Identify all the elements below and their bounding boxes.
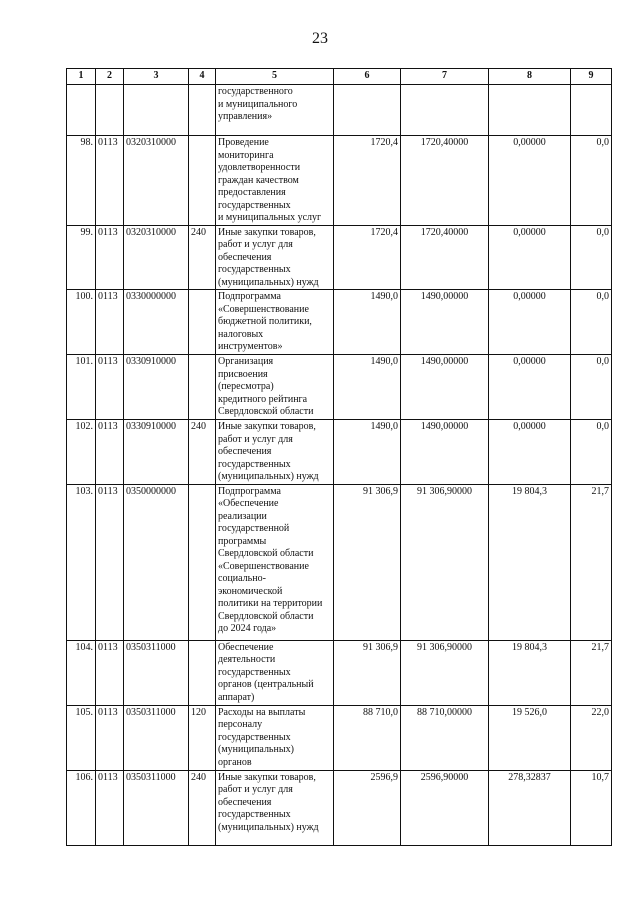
table-row bbox=[67, 420, 612, 485]
description-line: Обеспечение bbox=[218, 641, 274, 653]
executed-amount-cell: 0,00000 bbox=[489, 355, 571, 420]
description-line: инструментов» bbox=[218, 341, 283, 352]
description-line: (муниципальных) нужд bbox=[218, 471, 319, 482]
description-line: мониторинга bbox=[218, 149, 274, 161]
percent-cell: 0,0 bbox=[571, 355, 612, 420]
header-cell: 6 bbox=[334, 69, 401, 85]
target-article-cell bbox=[124, 85, 189, 136]
description-line: программы bbox=[218, 535, 267, 547]
description-line: «Обеспечение bbox=[218, 498, 279, 509]
description-line: Подпрограмма bbox=[218, 485, 281, 497]
description-cell bbox=[216, 136, 334, 226]
section-code-cell: 0113 bbox=[96, 420, 124, 485]
description-line: реализации bbox=[218, 510, 267, 522]
description-line: Иные закупки товаров, bbox=[218, 771, 316, 783]
section-code-cell: 0113 bbox=[96, 225, 124, 290]
expense-type-cell bbox=[189, 484, 216, 640]
budget-table bbox=[66, 68, 612, 846]
description-line: и муниципального bbox=[218, 98, 298, 110]
description-line: присвоения bbox=[218, 368, 268, 380]
header-cell: 1 bbox=[67, 69, 96, 85]
percent-cell: 21,7 bbox=[571, 484, 612, 640]
target-article-cell: 0330910000 bbox=[124, 355, 189, 420]
description-line: государственных bbox=[218, 199, 291, 211]
approved-amount-cell: 1490,0 bbox=[334, 420, 401, 485]
approved-amount-cell bbox=[334, 85, 401, 136]
header-cell: 3 bbox=[124, 69, 189, 85]
description-line: персоналу bbox=[218, 719, 263, 730]
description-line: органов bbox=[218, 756, 252, 768]
percent-cell: 22,0 bbox=[571, 705, 612, 770]
expense-type-cell bbox=[189, 136, 216, 226]
description-line: обеспечения bbox=[218, 796, 272, 808]
description-line: (муниципальных) нужд bbox=[218, 276, 319, 288]
description-line: Подпрограмма bbox=[218, 291, 281, 302]
approved-amount-cell: 91 306,9 bbox=[334, 640, 401, 705]
approved-amount-cell: 1720,4 bbox=[334, 136, 401, 226]
section-code-cell: 0113 bbox=[96, 290, 124, 355]
description-line: граждан качеством bbox=[218, 174, 299, 186]
description-line: Свердловской области bbox=[218, 548, 314, 559]
description-line: удовлетворенности bbox=[218, 162, 301, 173]
description-line: (муниципальных) bbox=[218, 744, 294, 755]
description-line: «Совершенствование bbox=[218, 560, 309, 572]
description-line: управления» bbox=[218, 111, 273, 122]
description-cell bbox=[216, 355, 334, 420]
header-cell: 9 bbox=[571, 69, 612, 85]
section-code-cell: 0113 bbox=[96, 705, 124, 770]
description-line: и муниципальных услуг bbox=[218, 212, 322, 223]
table-row bbox=[67, 85, 612, 136]
expense-type-cell bbox=[189, 290, 216, 355]
row-number-cell: 100. bbox=[67, 290, 96, 355]
executed-amount-cell bbox=[489, 85, 571, 136]
executed-amount-cell: 0,00000 bbox=[489, 225, 571, 290]
target-article-cell: 0350000000 bbox=[124, 484, 189, 640]
description-line: предоставления bbox=[218, 187, 286, 198]
description-line: работ и услуг для bbox=[218, 784, 293, 795]
executed-amount-cell: 0,00000 bbox=[489, 420, 571, 485]
planned-amount-cell: 1490,00000 bbox=[401, 290, 489, 355]
section-code-cell: 0113 bbox=[96, 770, 124, 845]
description-cell bbox=[216, 290, 334, 355]
row-number-cell: 103. bbox=[67, 484, 96, 640]
description-line: до 2024 года» bbox=[218, 623, 277, 634]
target-article-cell: 0320310000 bbox=[124, 136, 189, 226]
section-code-cell: 0113 bbox=[96, 136, 124, 226]
row-number-cell: 99. bbox=[67, 225, 96, 290]
row-number-cell: 101. bbox=[67, 355, 96, 420]
description-cell bbox=[216, 640, 334, 705]
approved-amount-cell: 2596,9 bbox=[334, 770, 401, 845]
target-article-cell: 0320310000 bbox=[124, 225, 189, 290]
executed-amount-cell: 0,00000 bbox=[489, 136, 571, 226]
percent-cell: 0,0 bbox=[571, 136, 612, 226]
planned-amount-cell: 88 710,00000 bbox=[401, 705, 489, 770]
target-article-cell: 0330910000 bbox=[124, 420, 189, 485]
table-row bbox=[67, 136, 612, 226]
approved-amount-cell: 1490,0 bbox=[334, 355, 401, 420]
description-line: бюджетной политики, bbox=[218, 316, 312, 327]
planned-amount-cell: 1720,40000 bbox=[401, 136, 489, 226]
planned-amount-cell: 1490,00000 bbox=[401, 355, 489, 420]
target-article-cell: 0350311000 bbox=[124, 705, 189, 770]
planned-amount-cell: 91 306,90000 bbox=[401, 484, 489, 640]
description-line: социально- bbox=[218, 573, 266, 584]
table-header-row bbox=[67, 69, 612, 85]
description-line: Иные закупки товаров, bbox=[218, 226, 316, 238]
description-cell bbox=[216, 705, 334, 770]
table-row bbox=[67, 290, 612, 355]
description-line: Иные закупки товаров, bbox=[218, 421, 316, 432]
description-line: Свердловской области bbox=[218, 610, 314, 622]
table-row bbox=[67, 770, 612, 845]
description-line: органов (центральный bbox=[218, 679, 314, 690]
percent-cell: 0,0 bbox=[571, 290, 612, 355]
description-line: аппарат) bbox=[218, 691, 255, 703]
description-cell bbox=[216, 85, 334, 136]
description-line: кредитного рейтинга bbox=[218, 393, 308, 405]
target-article-cell: 0350311000 bbox=[124, 770, 189, 845]
approved-amount-cell: 88 710,0 bbox=[334, 705, 401, 770]
description-cell bbox=[216, 225, 334, 290]
executed-amount-cell: 19 804,3 bbox=[489, 640, 571, 705]
description-line: обеспечения bbox=[218, 446, 272, 457]
section-code-cell: 0113 bbox=[96, 355, 124, 420]
table-body bbox=[67, 85, 612, 846]
expense-type-cell: 240 bbox=[189, 770, 216, 845]
header-cell: 7 bbox=[401, 69, 489, 85]
planned-amount-cell: 1490,00000 bbox=[401, 420, 489, 485]
percent-cell: 0,0 bbox=[571, 420, 612, 485]
row-number-cell bbox=[67, 85, 96, 136]
row-number-cell: 105. bbox=[67, 705, 96, 770]
approved-amount-cell: 1490,0 bbox=[334, 290, 401, 355]
section-code-cell: 0113 bbox=[96, 640, 124, 705]
description-line: государственных bbox=[218, 666, 291, 678]
table-row bbox=[67, 640, 612, 705]
executed-amount-cell: 0,00000 bbox=[489, 290, 571, 355]
expense-type-cell bbox=[189, 85, 216, 136]
planned-amount-cell: 91 306,90000 bbox=[401, 640, 489, 705]
executed-amount-cell: 19 526,0 bbox=[489, 705, 571, 770]
description-cell bbox=[216, 484, 334, 640]
description-line: деятельности bbox=[218, 654, 276, 665]
description-line: работ и услуг для bbox=[218, 433, 293, 445]
target-article-cell: 0350311000 bbox=[124, 640, 189, 705]
header-cell: 4 bbox=[189, 69, 216, 85]
description-line: политики на территории bbox=[218, 598, 323, 609]
section-code-cell bbox=[96, 85, 124, 136]
description-line: государственной bbox=[218, 523, 290, 534]
row-number-cell: 98. bbox=[67, 136, 96, 226]
table-row bbox=[67, 705, 612, 770]
planned-amount-cell: 2596,90000 bbox=[401, 770, 489, 845]
expense-type-cell: 240 bbox=[189, 420, 216, 485]
description-line: Организация bbox=[218, 356, 274, 367]
page-number: 23 bbox=[312, 30, 328, 47]
description-line: государственных bbox=[218, 809, 291, 820]
row-number-cell: 106. bbox=[67, 770, 96, 845]
percent-cell: 0,0 bbox=[571, 225, 612, 290]
header-cell: 2 bbox=[96, 69, 124, 85]
expense-type-cell bbox=[189, 640, 216, 705]
description-line: государственных bbox=[218, 731, 291, 743]
description-line: «Совершенствование bbox=[218, 303, 309, 315]
planned-amount-cell bbox=[401, 85, 489, 136]
description-line: налоговых bbox=[218, 328, 264, 340]
description-line: (муниципальных) нужд bbox=[218, 821, 319, 833]
percent-cell bbox=[571, 85, 612, 136]
table-row bbox=[67, 484, 612, 640]
description-cell bbox=[216, 420, 334, 485]
approved-amount-cell: 1720,4 bbox=[334, 225, 401, 290]
approved-amount-cell: 91 306,9 bbox=[334, 484, 401, 640]
expense-type-cell: 240 bbox=[189, 225, 216, 290]
description-line: Проведение bbox=[218, 137, 269, 148]
expense-type-cell bbox=[189, 355, 216, 420]
expense-type-cell: 120 bbox=[189, 705, 216, 770]
description-line: работ и услуг для bbox=[218, 239, 293, 250]
header-cell: 5 bbox=[216, 69, 334, 85]
description-line: обеспечения bbox=[218, 251, 272, 263]
target-article-cell: 0330000000 bbox=[124, 290, 189, 355]
description-line: Расходы на выплаты bbox=[218, 706, 306, 718]
description-cell bbox=[216, 770, 334, 845]
description-line: государственных bbox=[218, 264, 291, 275]
description-line: государственного bbox=[218, 86, 293, 97]
percent-cell: 10,7 bbox=[571, 770, 612, 845]
description-line: Свердловской области bbox=[218, 406, 314, 417]
table-row bbox=[67, 225, 612, 290]
executed-amount-cell: 278,32837 bbox=[489, 770, 571, 845]
row-number-cell: 104. bbox=[67, 640, 96, 705]
executed-amount-cell: 19 804,3 bbox=[489, 484, 571, 640]
description-line: экономической bbox=[218, 585, 283, 597]
percent-cell: 21,7 bbox=[571, 640, 612, 705]
description-line: (пересмотра) bbox=[218, 381, 274, 392]
section-code-cell: 0113 bbox=[96, 484, 124, 640]
planned-amount-cell: 1720,40000 bbox=[401, 225, 489, 290]
table-row bbox=[67, 355, 612, 420]
row-number-cell: 102. bbox=[67, 420, 96, 485]
header-cell: 8 bbox=[489, 69, 571, 85]
description-line: государственных bbox=[218, 458, 291, 470]
